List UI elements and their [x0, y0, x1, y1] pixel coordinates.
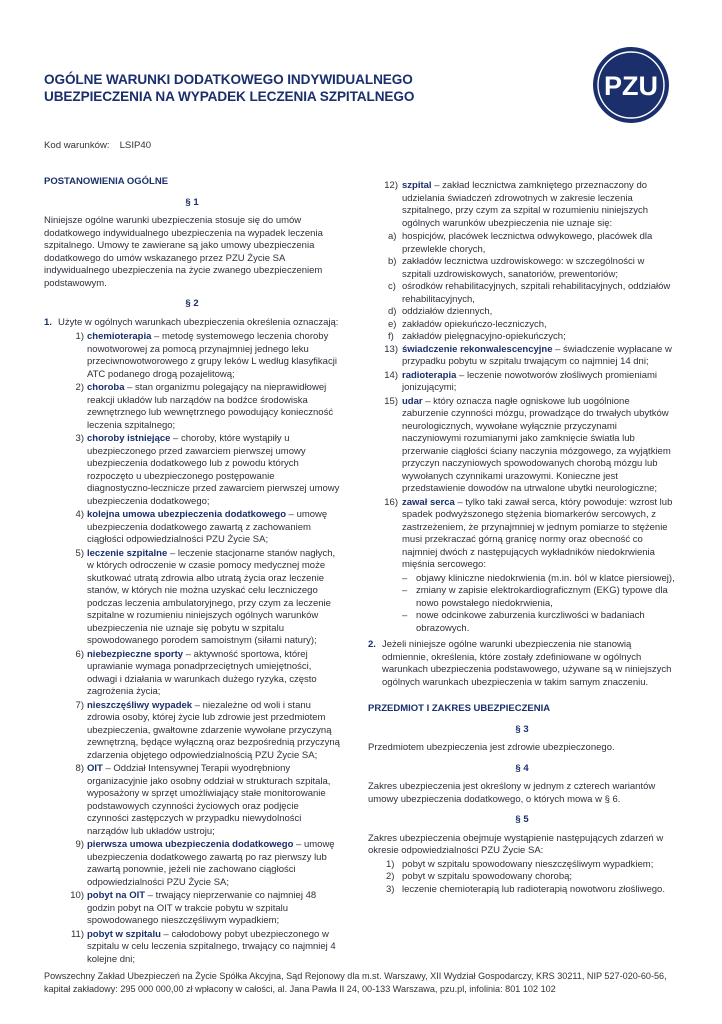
definition-number: 15)	[384, 395, 398, 407]
paragraph-5-text: Zakres ubezpieczenia obejmuje wystąpienie następujących zdarzeń w okresie odpowiedzialności PZU Życie SA:	[368, 832, 664, 856]
definition-text: – aktywność sportowa, której uprawianie wymaga ponadprzeciętnych umiejętności, odwagi i działania w warunkach dużego ryzyka, często zagrożenia życia;	[87, 648, 317, 697]
indicator-item	[368, 585, 676, 610]
section-subject-scope: PRZEDMIOT I ZAKRES UBEZPIECZENIA	[368, 703, 551, 714]
definitions-list	[44, 331, 340, 966]
definition-term: nieszczęśliwy wypadek	[87, 699, 193, 711]
definition-term: szpital	[402, 180, 432, 191]
conditions-code	[44, 140, 151, 151]
definition-number: 10)	[70, 890, 84, 901]
paragraph-4-text: Zakres ubezpieczenia jest określony w jednym z czterech wariantów umowy ubezpieczenia dodatkowego, o których mowa w § 6.	[368, 781, 656, 805]
definition-item	[368, 396, 676, 496]
definition-text: – świadczenie wypłacane w przypadku pobytu w szpitalu trwającym co najmniej 14 dni;	[402, 343, 672, 367]
scope-event-text: leczenie chemioterapią lub radioterapią nowotworu złośliwego.	[402, 883, 665, 895]
definition-item	[44, 890, 340, 928]
definition-number: 16)	[384, 496, 398, 508]
scope-event-number: 2)	[386, 871, 395, 882]
paragraph-1-title: § 1	[185, 196, 199, 208]
exclusion-text: zakładów lecznictwa uzdrowiskowego: w szczególności w szpitali uzdrowiskowych, sanatoriów, prewentoriów;	[402, 256, 645, 280]
right-column	[368, 180, 676, 896]
definition-text: – który oznacza nagłe ogniskowe lub uogólnione zaburzenie czynności mózgu, prowadzące do trwałych ubytków neurologicznych, wywołane wyłącznie przyczynami naczyniowymi rozumianymi jako zamknięcie światła lub przerwanie ciągłości ściany naczynia mózgowego, za wyjątkiem przyczyn naczyniowych spowodowanych chorobą mózgu lub wywołanych czynnikami urazowymi. Konieczne jest przedstawienie dowodów na utrwalone ubytki neurologiczne;	[402, 395, 671, 494]
definition-term: pobyt w szpitalu	[87, 928, 161, 940]
definition-term: niebezpieczne sporty	[87, 648, 184, 660]
definition-text: – umowę ubezpieczenia dodatkowego zawartą po raz pierwszy lub zawartą ponownie, jeżeli nie zachowano ciągłości odpowiedzialności PZU Życie SA;	[87, 839, 335, 888]
exclusion-item	[368, 256, 676, 281]
paragraph-4-title: § 4	[515, 762, 529, 774]
scope-event-item	[368, 884, 676, 897]
indicator-item	[368, 573, 676, 586]
definition-item	[44, 548, 340, 648]
item-number: 1.	[44, 316, 52, 328]
exclusion-letter: d)	[388, 306, 397, 317]
definition-item	[44, 839, 340, 889]
definition-item	[368, 180, 676, 230]
paragraph-5-title: § 5	[515, 814, 529, 825]
indicator-text: nowe odcinkowe zaburzenia kurczliwości w badaniach obrazowych.	[416, 610, 645, 634]
definition-number: 13)	[384, 343, 398, 355]
scope-events-list	[368, 859, 676, 897]
exclusion-text: ośrodków rehabilitacyjnych, szpitali rehabilitacyjnych, oddziałów rehabilitacyjnych,	[402, 281, 671, 305]
definition-term: OIT	[87, 763, 103, 774]
indicator-dash: –	[402, 610, 408, 621]
indicator-dash: –	[402, 572, 408, 584]
exclusion-text: hospicjów, placówek lecznictwa odwykowego, placówek dla przewlekle chorych,	[402, 231, 653, 255]
exclusion-item	[368, 319, 676, 332]
definition-term: chemioterapia	[87, 331, 152, 342]
definition-text: – choroby, które wystąpiły u ubezpieczonego przed zawarciem pierwszej umowy ubezpieczenia dodatkowego lub z powodu których rozpoczęto u ubezpieczonego postępowanie diagnostyczno-lecznicze przed zawarciem pierwszej umowy ubezpieczenia dodatkowego;	[87, 433, 340, 507]
exclusion-text: zakładów opiekuńczo-leczniczych,	[402, 318, 547, 330]
pzu-logo	[592, 46, 670, 124]
exclusion-letter: b)	[388, 256, 397, 267]
exclusion-text: oddziałów dziennych,	[402, 306, 493, 317]
indicator-item	[368, 610, 676, 635]
definition-number: 11)	[70, 928, 84, 940]
definition-term: pobyt na OIT	[87, 890, 146, 901]
exclusion-item	[368, 306, 676, 319]
definition-item	[44, 382, 340, 432]
paragraph-2-title: § 2	[185, 298, 199, 309]
definition-text: – leczenie nowotworów złośliwych promieniami jonizującymi;	[402, 369, 658, 393]
definition-term: udar	[402, 395, 423, 407]
exclusion-item	[368, 231, 676, 256]
definition-item	[44, 700, 340, 763]
document-title	[44, 72, 474, 105]
company-footer	[44, 970, 684, 996]
item-number: 2.	[368, 639, 376, 650]
definition-text: – Oddział Intensywnej Terapii wyodrębniony organizacyjnie jako osobny oddział w strukturach szpitala, wyposażony w sprzęt umożliwiający stałe monitorowanie podstawowych czynności życiowych oraz podjęcie czynności zastępczych w przypadku niewydolności narządów lub układów ustroju;	[87, 763, 331, 837]
definition-number: 4)	[75, 509, 84, 520]
exclusion-text: zakładów pielęgnacyjno-opiekuńczych;	[402, 331, 566, 342]
definition-text: – metodę systemowego leczenia choroby nowotworowej za pomocą przynajmniej jednego leku przeciwnowotworowego z grupy leków L według klasyfikacji ATC podanego drogą pozajelitową;	[87, 331, 337, 380]
item-text: Jeżeli niniejsze ogólne warunki ubezpieczenia nie stanowią odmiennie, określenia, które zostały zdefiniowane w ogólnych warunkach ubezpieczenia podstawowego, używane są w niniejszych ogólnych warunkach ubezpieczenia w takim samym znaczeniu.	[382, 639, 672, 688]
definition-term: pierwsza umowa ubezpieczenia dodatkowego	[87, 839, 294, 850]
definition-number: 1)	[75, 331, 84, 342]
code-value: LSIP40	[119, 140, 152, 151]
definition-item	[44, 649, 340, 699]
definition-term: leczenie szpitalne	[87, 547, 168, 559]
paragraph-3-title: § 3	[515, 723, 529, 735]
definition-item	[44, 509, 340, 547]
definition-item	[44, 433, 340, 508]
heart-attack-indicators-list	[368, 573, 676, 636]
scope-event-text: pobyt w szpitalu spowodowany nieszczęśliwym wypadkiem;	[402, 858, 654, 870]
definition-text: – zakład lecznictwa zamkniętego przeznaczony do udzielania świadczeń zdrowotnych w zakresie leczenia szpitalnego, przy czym za szpital w rozumieniu niniejszych ogólnych warunków ubezpieczenia nie uznaje się:	[402, 180, 649, 229]
exclusion-letter: f)	[388, 331, 394, 342]
definition-number: 8)	[75, 763, 84, 774]
definition-number: 9)	[75, 839, 84, 850]
exclusion-letter: e)	[388, 318, 397, 330]
code-label: Kod warunków:	[44, 140, 110, 151]
definition-term: choroba	[87, 382, 125, 393]
definition-term: świadczenie rekonwalescencyjne	[402, 343, 553, 355]
definition-text: – umowę ubezpieczenia dodatkowego zawartą z zachowaniem ciągłości odpowiedzialności PZU Życie SA;	[87, 509, 328, 545]
scope-event-number: 3)	[386, 883, 395, 895]
definition-number: 7)	[75, 699, 84, 711]
hospital-exclusions-list	[368, 231, 676, 344]
exclusion-letter: a)	[388, 231, 397, 242]
definition-text: – całodobowy pobyt ubezpieczonego w szpitalu w celu leczenia szpitalnego, trwający co najmniej 4 kolejne dni;	[87, 928, 336, 965]
paragraph-3-text: Przedmiotem ubezpieczenia jest zdrowie ubezpieczonego.	[368, 742, 615, 753]
indicator-text: objawy kliniczne niedokrwienia (m.in. ból w klatce piersiowej),	[416, 572, 675, 584]
definition-item	[44, 763, 340, 838]
definition-item	[368, 370, 676, 395]
definition-text: – stan organizmu polegający na nieprawidłowej reakcji układów lub narządów na bodźce środowiska zewnętrznego lub wewnętrznego powodujący konieczność leczenia szpitalnego;	[87, 382, 334, 431]
footer-line-2: kapitał zakładowy: 295 000 000,00 zł wpłacony w całości, al. Jana Pawła II 24, 00-133 Warszawa, pzu.pl, infolinia: 801 102 102	[44, 984, 556, 994]
definition-item	[368, 344, 676, 369]
definition-text: – niezależne od woli i stanu zdrowia osoby, której życie lub zdrowie jest przedmiotem ubezpieczenia, gwałtowne zdarzenie wywołane przyczyną zewnętrzną, będące wyłączną oraz bezpośrednią przyczyną zdarzenia objętego odpowiedzialnością PZU Życie SA;	[87, 699, 340, 761]
definition-item	[368, 497, 676, 572]
logo-text: PZU	[604, 71, 658, 101]
definition-term: choroby istniejące	[87, 433, 171, 444]
left-column	[44, 170, 340, 967]
scope-event-item	[368, 859, 676, 872]
exclusion-item	[368, 281, 676, 306]
indicator-dash: –	[402, 585, 408, 596]
scope-event-number: 1)	[386, 858, 395, 870]
definitions-list-continued	[368, 344, 676, 572]
definition-text: – tylko taki zawał serca, który powoduje: wzrost lub spadek podwyższonego stężenia biomarkerów sercowych, z zastrzeżeniem, że przynajmniej w jednym pomiarze to stężenie musi przekraczać górną granicę normy oraz obecność co najmniej dwóch z następujących wykładników niedokrwienia mięśnia sercowego:	[402, 496, 673, 570]
definition-term: zawał serca	[402, 496, 455, 508]
scope-event-text: pobyt w szpitalu spowodowany chorobą;	[402, 871, 573, 882]
definition-number: 12)	[384, 180, 398, 191]
definition-item	[44, 929, 340, 967]
exclusion-letter: c)	[388, 281, 396, 292]
definition-number: 6)	[75, 648, 84, 660]
title-line-1: OGÓLNE WARUNKI DODATKOWEGO INDYWIDUALNEGO	[44, 72, 413, 87]
title-line-2: UBEZPIECZENIA NA WYPADEK LECZENIA SZPITALNEGO	[44, 88, 415, 104]
footer-line-1: Powszechny Zakład Ubezpieczeń na Życie Spółka Akcyjna, Sąd Rejonowy dla m.st. Warszawy, XII Wydział Gospodarczy, KRS 30211, NIP 527-020-60-56,	[44, 971, 667, 981]
definition-number: 5)	[75, 547, 84, 559]
definition-item	[44, 331, 340, 381]
definition-text: – trwający nieprzerwanie co najmniej 48 godzin pobyt na OIT w trakcie pobytu w szpitalu spowodowanego nieszczęśliwym wypadkiem;	[87, 890, 317, 926]
definition-number: 3)	[75, 433, 84, 444]
scope-event-item	[368, 871, 676, 884]
definition-number: 14)	[384, 369, 398, 381]
paragraph-2-item-1	[44, 317, 340, 330]
definition-number: 2)	[75, 382, 84, 393]
definition-text: – leczenie stacjonarne stanów nagłych, w których odroczenie w czasie pomocy medycznej może skutkować utratą zdrowia albo utratą życia oraz leczenie stanów, w których nie można uzyskać celu leczniczego podczas leczenia ambulatoryjnego, przy czym za leczenie szpitalne w rozumieniu niniejszych ogólnych warunków ubezpieczenia nie uznaje się pobytu w szpitalu spowodowanego porodem samoistnym (siłami natury);	[87, 547, 336, 646]
section-general-provisions: POSTANOWIENIA OGÓLNE	[44, 176, 169, 187]
indicator-text: zmiany w zapisie elektrokardiograficznym (EKG) typowe dla nowo powstałego niedokrwienia,	[416, 585, 668, 609]
paragraph-2-item-2	[368, 639, 676, 689]
definition-term: kolejna umowa ubezpieczenia dodatkowego	[87, 509, 287, 520]
definition-term: radioterapia	[402, 369, 457, 381]
exclusion-item	[368, 331, 676, 344]
paragraph-1-text: Niniejsze ogólne warunki ubezpieczenia stosuje się do umów dodatkowego indywidualnego ubezpieczenia na wypadek leczenia szpitalnego. Umowy te zawierane są jako umowy ubezpieczenia dodatkowego do umów wskazanego przez PZU Życie SA indywidualnego ubezpieczenia na życie zwanego ubezpieczeniem podstawowym.	[44, 215, 323, 289]
item-text: Użyte w ogólnych warunkach ubezpieczenia określenia oznaczają:	[58, 316, 339, 328]
